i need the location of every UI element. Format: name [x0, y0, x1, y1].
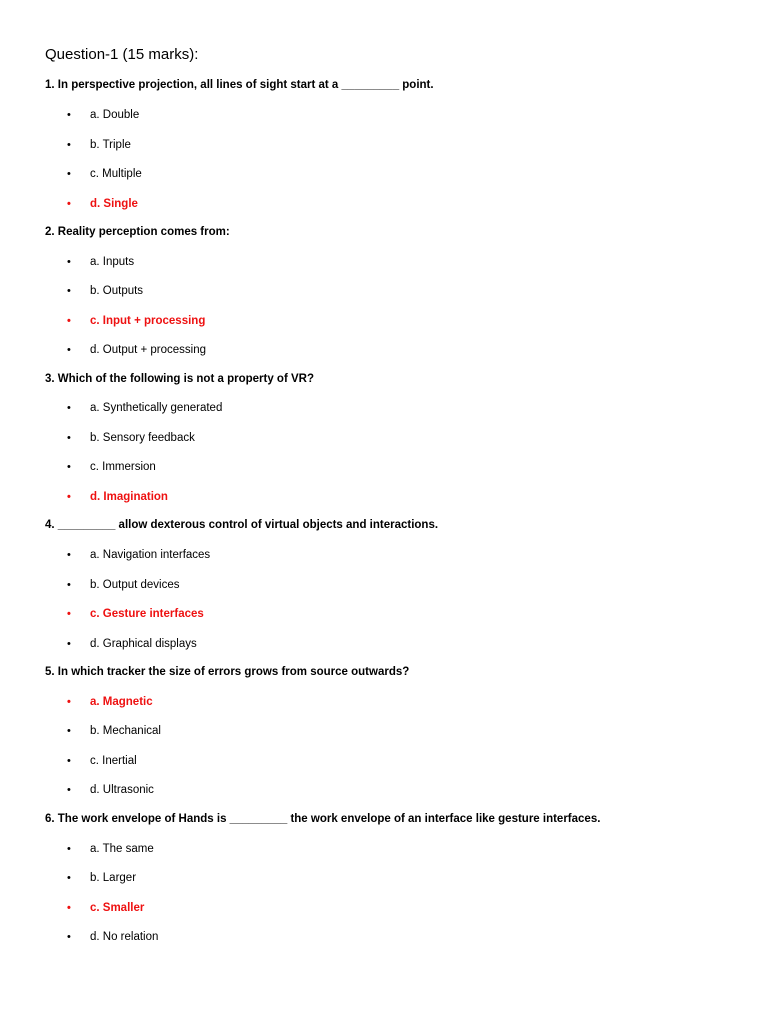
- question-2: 2. Reality perception comes from:: [45, 226, 230, 238]
- option-5b: [67, 725, 161, 737]
- option-label: b. Output devices: [90, 579, 180, 591]
- option-label: d. Single: [90, 198, 138, 210]
- question-6: 6. The work envelope of Hands is _________ the work envelope of an interface like gesture interfaces.: [45, 813, 601, 825]
- option-label: a. Inputs: [90, 256, 135, 268]
- document-heading: Question-1 (15 marks):: [45, 46, 199, 63]
- option-2a: [67, 256, 134, 268]
- option-2d: [67, 344, 206, 356]
- option-3a: [67, 402, 222, 414]
- bullet-icon: •: [67, 344, 71, 356]
- option-label: d. Output + processing: [90, 344, 207, 356]
- option-label: b. Triple: [90, 139, 131, 151]
- option-6b: [67, 872, 136, 884]
- bullet-icon: •: [67, 139, 71, 151]
- bullet-icon: •: [67, 168, 71, 180]
- bullet-icon: •: [67, 109, 71, 121]
- option-2b: [67, 285, 143, 297]
- question-4: 4. _________ allow dexterous control of virtual objects and interactions.: [45, 519, 439, 531]
- bullet-icon: •: [67, 902, 71, 914]
- option-1d: [67, 198, 138, 210]
- option-label: b. Mechanical: [90, 725, 161, 737]
- bullet-icon: •: [67, 432, 71, 444]
- option-4c: [67, 608, 204, 620]
- option-4b: [67, 579, 180, 591]
- option-1a: [67, 109, 139, 121]
- option-label: a. The same: [90, 843, 154, 855]
- option-label: a. Double: [90, 109, 140, 121]
- bullet-icon: •: [67, 608, 71, 620]
- bullet-icon: •: [67, 198, 71, 210]
- bullet-icon: •: [67, 579, 71, 591]
- bullet-icon: •: [67, 549, 71, 561]
- bullet-icon: •: [67, 872, 71, 884]
- bullet-icon: •: [67, 638, 71, 650]
- option-1b: [67, 139, 131, 151]
- bullet-icon: •: [67, 256, 71, 268]
- bullet-icon: •: [67, 784, 71, 796]
- bullet-icon: •: [67, 696, 71, 708]
- option-label: a. Magnetic: [90, 696, 153, 708]
- option-5c: [67, 755, 137, 767]
- option-label: c. Smaller: [90, 902, 145, 914]
- option-label: c. Immersion: [90, 461, 156, 473]
- option-label: c. Inertial: [90, 755, 137, 767]
- option-label: c. Input + processing: [90, 315, 206, 327]
- question-5: 5. In which tracker the size of errors grows from source outwards?: [45, 666, 410, 678]
- bullet-icon: •: [67, 491, 71, 503]
- option-label: b. Outputs: [90, 285, 144, 297]
- option-6a: [67, 843, 154, 855]
- option-2c: [67, 315, 205, 327]
- option-label: c. Multiple: [90, 168, 142, 180]
- bullet-icon: •: [67, 402, 71, 414]
- bullet-icon: •: [67, 931, 71, 943]
- option-5d: [67, 784, 154, 796]
- option-6c: [67, 902, 144, 914]
- bullet-icon: •: [67, 843, 71, 855]
- bullet-icon: •: [67, 315, 71, 327]
- option-label: c. Gesture interfaces: [90, 608, 204, 620]
- option-5a: [67, 696, 153, 708]
- option-label: b. Larger: [90, 872, 137, 884]
- option-4a: [67, 549, 210, 561]
- option-label: a. Synthetically generated: [90, 402, 223, 414]
- bullet-icon: •: [67, 285, 71, 297]
- option-label: d. Ultrasonic: [90, 784, 154, 796]
- option-1c: [67, 168, 142, 180]
- bullet-icon: •: [67, 725, 71, 737]
- option-3b: [67, 432, 195, 444]
- option-4d: [67, 638, 197, 650]
- option-3d: [67, 491, 168, 503]
- question-3: 3. Which of the following is not a property of VR?: [45, 373, 314, 385]
- option-label: b. Sensory feedback: [90, 432, 195, 444]
- question-1: 1. In perspective projection, all lines of sight start at a _________ point.: [45, 79, 434, 91]
- option-3c: [67, 461, 156, 473]
- option-label: a. Navigation interfaces: [90, 549, 211, 561]
- option-label: d. Graphical displays: [90, 638, 197, 650]
- bullet-icon: •: [67, 461, 71, 473]
- bullet-icon: •: [67, 755, 71, 767]
- option-label: d. Imagination: [90, 491, 168, 503]
- option-label: d. No relation: [90, 931, 159, 943]
- option-6d: [67, 931, 158, 943]
